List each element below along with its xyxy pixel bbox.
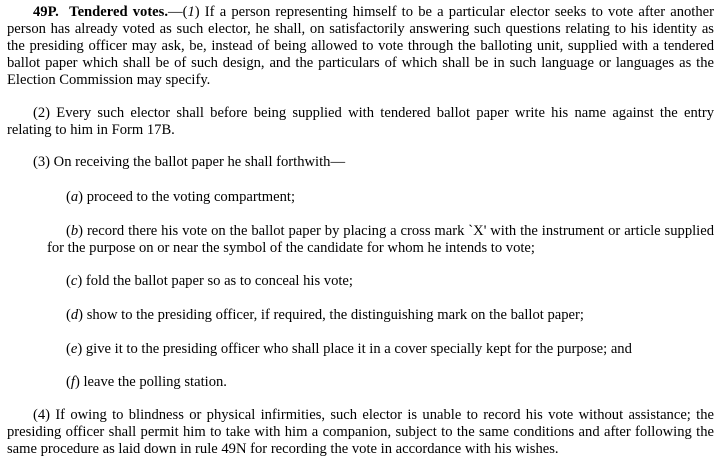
item-letter: e [70, 341, 78, 357]
item-letter: a [70, 189, 79, 205]
paragraph-1-text: If a person representing himself to be a particular elector seeks to vote after another person has already voted as such elector, he shall, on satisfactorily answering such questions relating to his identity as the presiding officer may ask, be, instead of being allowed to vote through the balloting unit, supplied with a tendered ballot paper which shall be of such design, and the particulars of which shall be in such language or languages as the Election Commission may specify. [7, 4, 714, 88]
rule-number: 49P. [33, 4, 59, 20]
list-item-e: (e) give it to the presiding officer who shall place it in a cover specially kept for the purpose; and [66, 341, 632, 357]
list-item-b: (b) record there his vote on the ballot paper by placing a cross mark `X' with the instrument or article supplied for the purpose on or near the symbol of the candidate for whom he intends to vote; [47, 223, 714, 256]
list-item-f: (f) leave the polling station. [66, 374, 227, 390]
subrule-number: 1 [187, 4, 195, 20]
item-letter: d [70, 307, 79, 323]
paragraph-3-intro: (3) On receiving the ballot paper he shall forthwith— [33, 154, 346, 170]
item-letter: b [70, 223, 79, 239]
paragraph-4: (4) If owing to blindness or physical infirmities, such elector is unable to record his vote without assistance; the presiding officer shall permit him to take with him a companion, subject to the same conditions and after following the same procedure as laid down in rule 49N for recording the vote in accordance with his wishes. [7, 407, 714, 457]
title-dash: — [168, 4, 183, 20]
rule-title: Tendered votes. [69, 4, 168, 20]
list-item-d: (d) show to the presiding officer, if required, the distinguishing mark on the ballot paper; [66, 307, 584, 323]
paragraph-1: 49P. Tendered votes.—(1) If a person representing himself to be a particular elector seeks to vote after another person has already voted as such elector, he shall, on satisfactorily answering such questions relating to his identity as the presiding officer may ask, be, instead of being allowed to vote through the balloting unit, supplied with a tendered ballot paper which shall be of such design, and the particulars of which shall be in such language or languages as the Election Commission may specify. [7, 4, 714, 88]
item-letter: c [70, 273, 78, 289]
list-item-c: (c) fold the ballot paper so as to conceal his vote; [66, 273, 353, 289]
paragraph-2: (2) Every such elector shall before being supplied with tendered ballot paper write his name against the entry relating to him in Form 17B. [7, 105, 714, 138]
item-letter: f [70, 374, 75, 390]
list-item-a: (a) proceed to the voting compartment; [66, 189, 295, 205]
